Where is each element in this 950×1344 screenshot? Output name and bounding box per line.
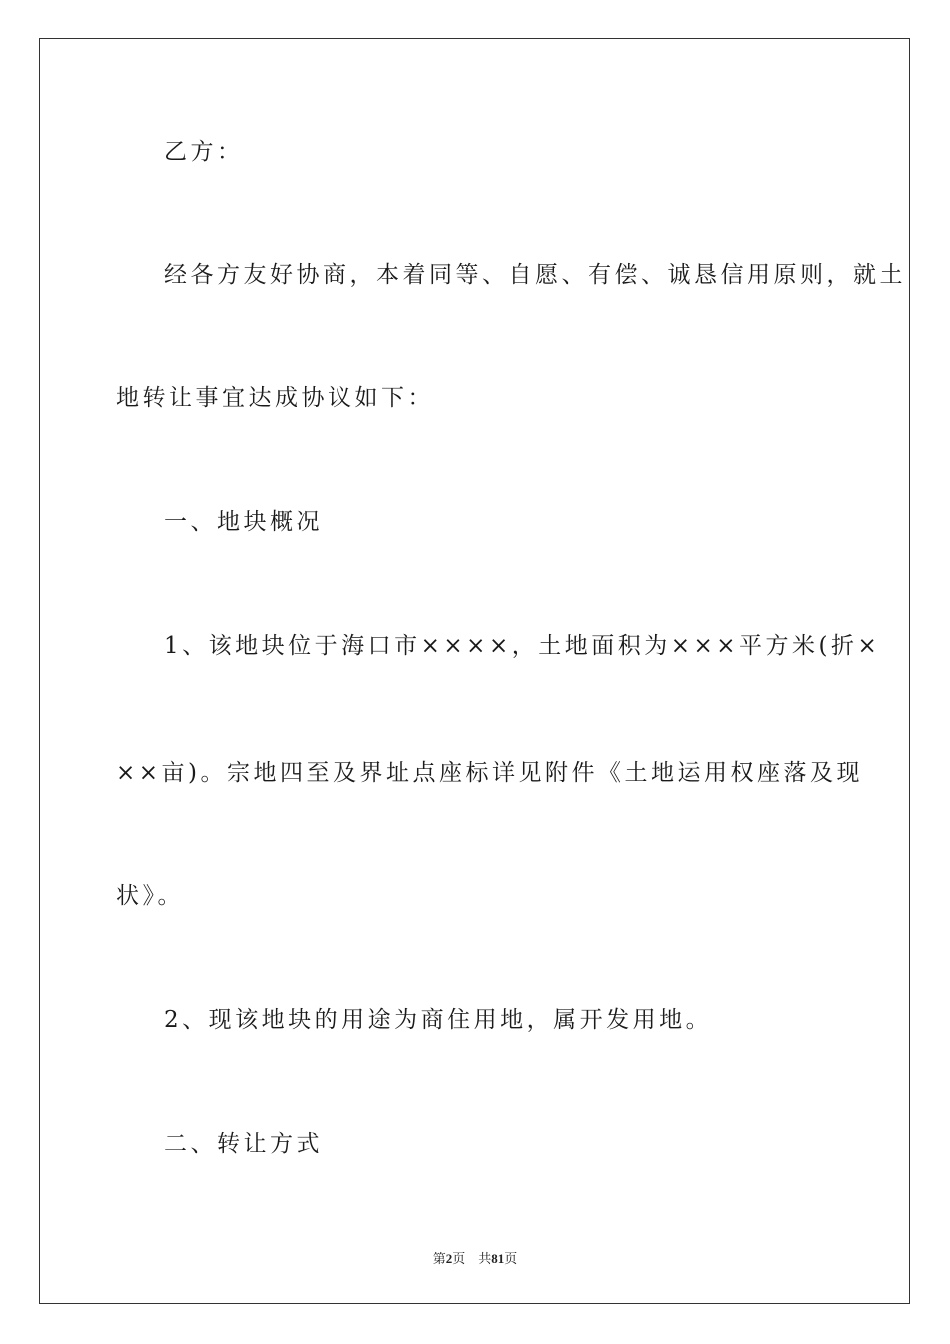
clause-1-line-1: 1、该地块位于海口市××××，土地面积为×××平方米(折× xyxy=(164,633,881,659)
footer-page-prefix: 第 xyxy=(432,1251,446,1266)
clause-2: 2、现该地块的用途为商住用地，属开发用地。 xyxy=(164,1007,713,1033)
page-border xyxy=(39,38,910,1304)
section-heading-2: 二、转让方式 xyxy=(164,1131,323,1157)
party-b-label: 乙方： xyxy=(164,139,244,165)
clause-1-line-2: ××亩)。宗地四至及界址点座标详见附件《土地运用权座落及现 xyxy=(116,760,864,786)
footer-total-prefix: 共 xyxy=(478,1251,492,1266)
footer-total-suffix: 页 xyxy=(504,1251,518,1266)
page-footer xyxy=(0,1248,950,1267)
paragraph-intro-line-1: 经各方友好协商，本着同等、自愿、有偿、诚恳信用原则，就土 xyxy=(164,262,906,288)
clause-1-line-3: 状》。 xyxy=(116,883,184,909)
footer-total-pages: 81 xyxy=(491,1251,505,1266)
footer-page-suffix: 页 xyxy=(452,1251,466,1266)
section-heading-1: 一、地块概况 xyxy=(164,509,323,535)
paragraph-intro-line-2: 地转让事宜达成协议如下： xyxy=(116,385,434,411)
footer-page-number: 2 xyxy=(445,1251,453,1266)
